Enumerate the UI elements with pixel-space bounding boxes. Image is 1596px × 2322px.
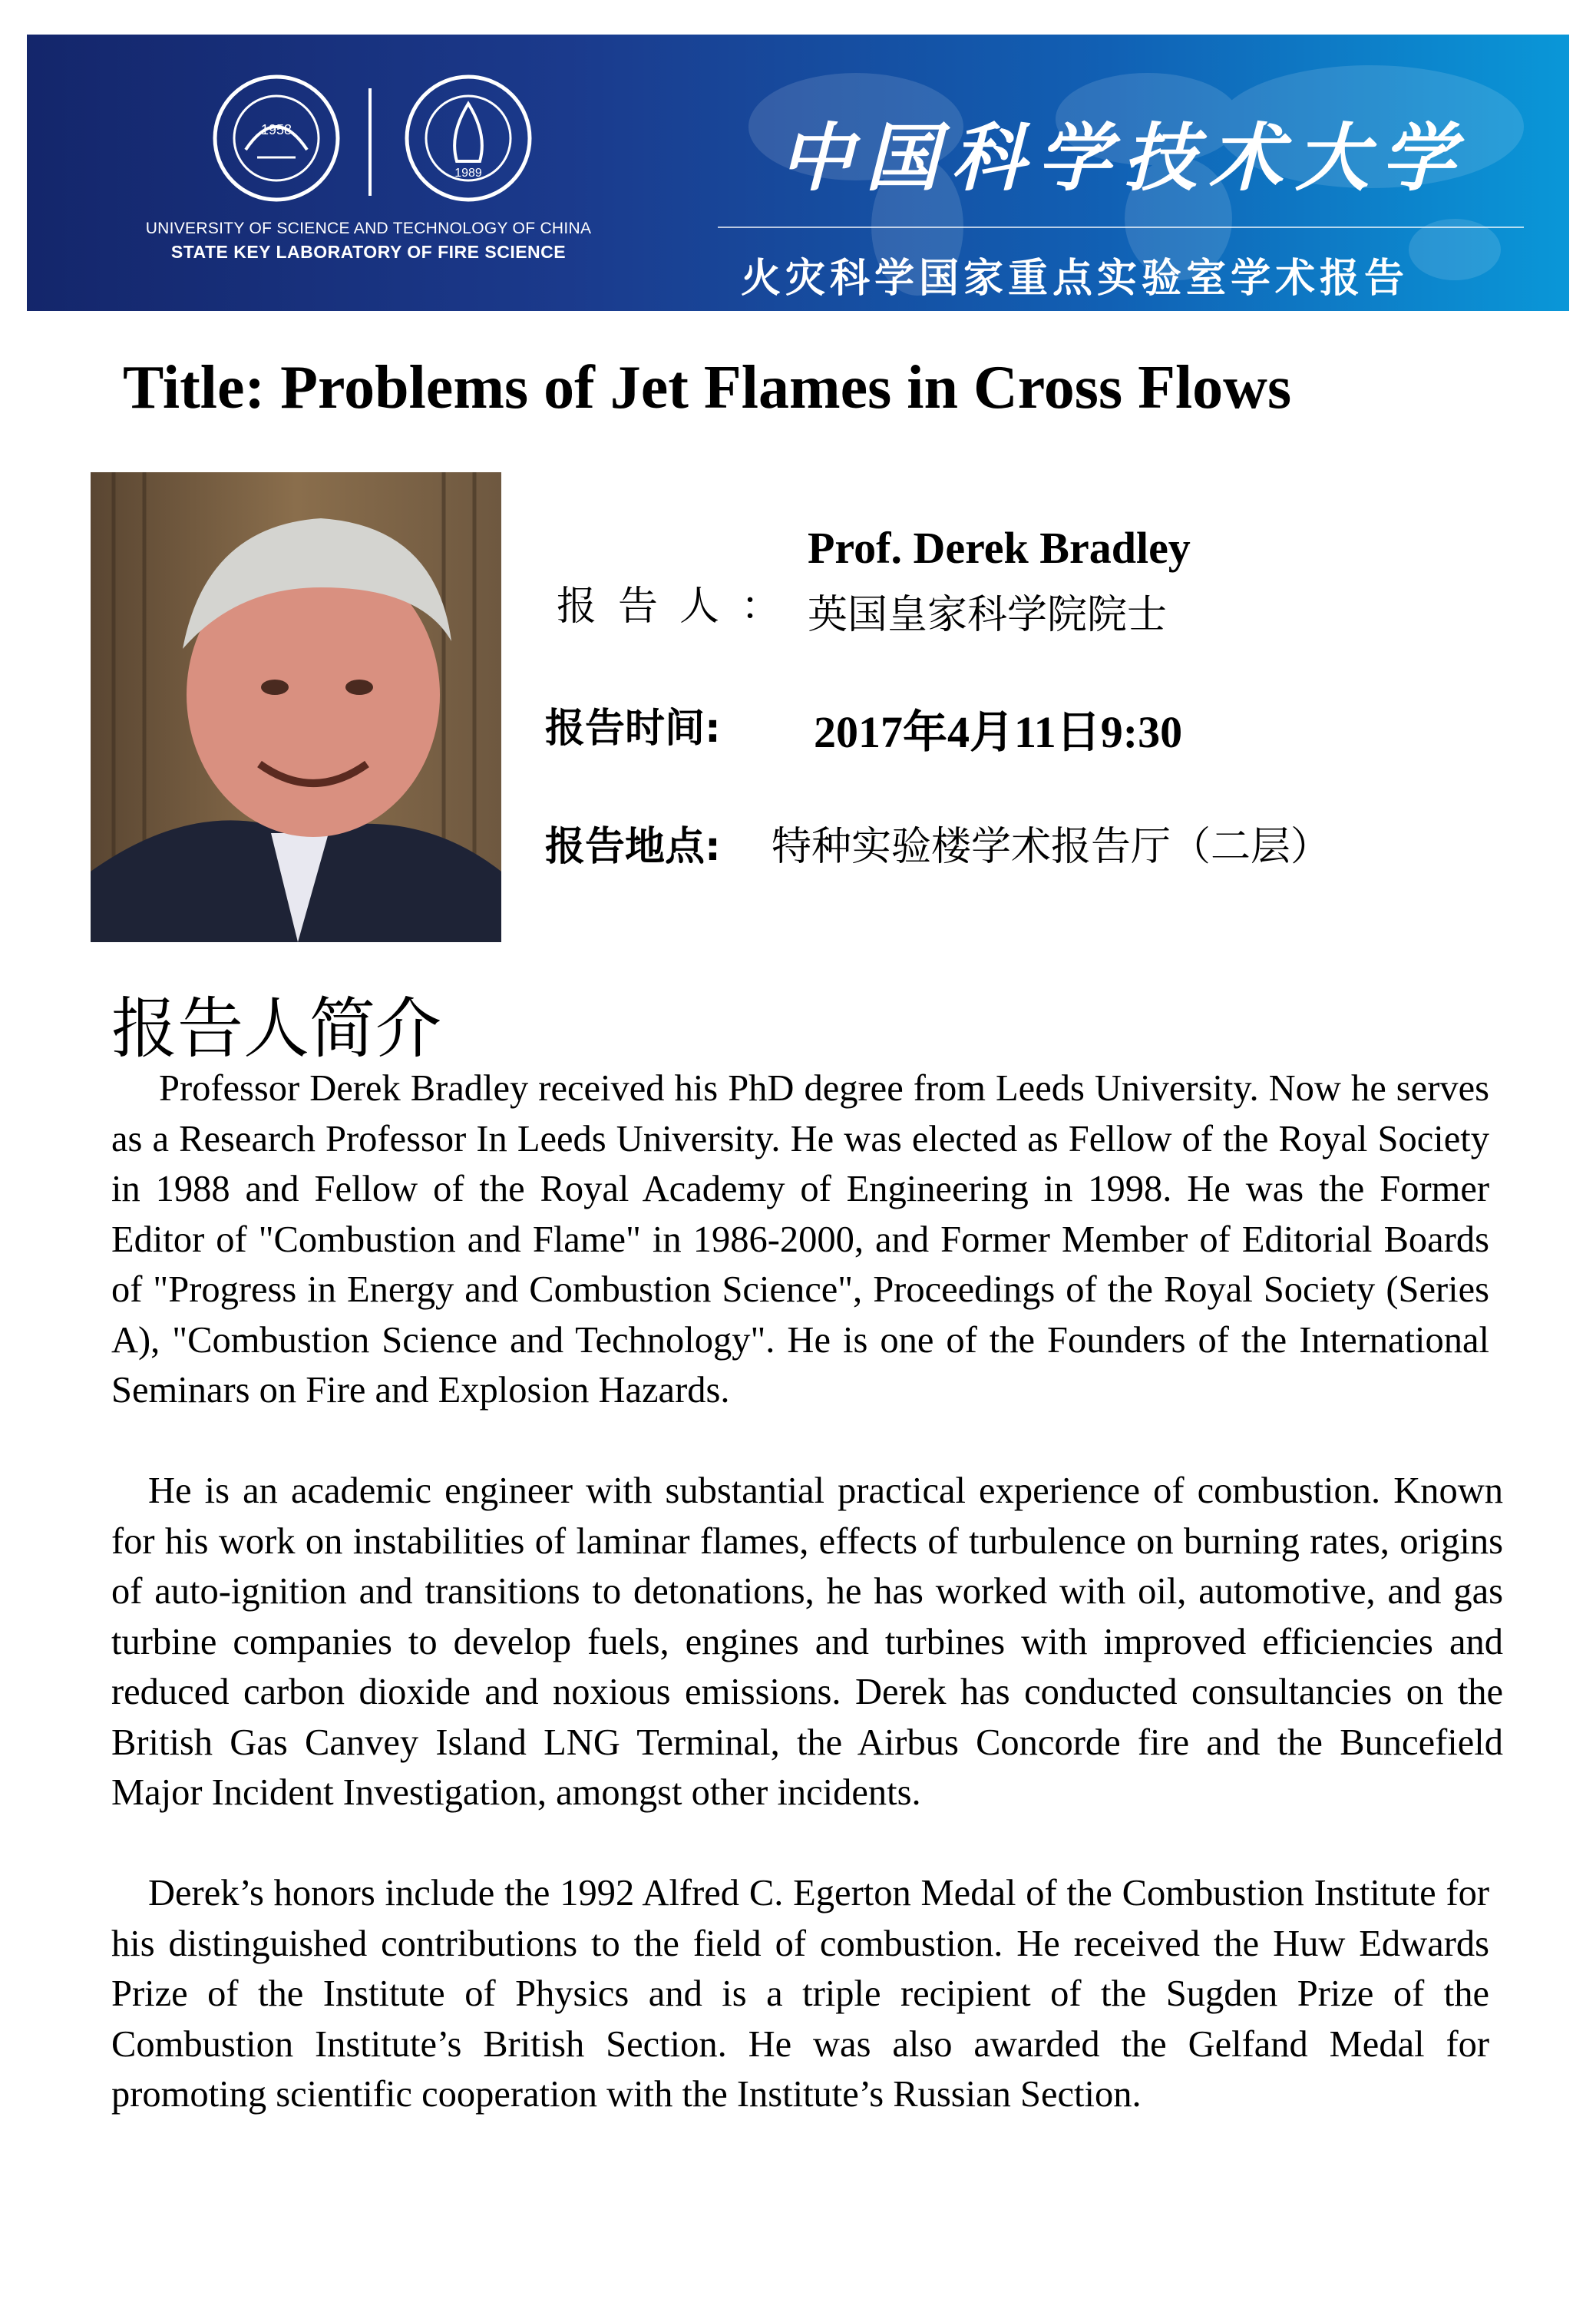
time-value: 2017年4月11日9:30 [814,707,1183,757]
speaker-photo [91,472,501,942]
place-value: 特种实验楼学术报告厅（二层） [772,824,1331,870]
report-series-cn: 火灾科学国家重点实验室学术报告 [741,256,1409,302]
sklfs-seal-logo [403,73,534,203]
lab-name-en: STATE KEY LABORATORY OF FIRE SCIENCE [170,242,567,262]
logo-divider [368,88,372,196]
banner-divider [718,227,1524,228]
banner-english-names [138,217,599,263]
speaker-label: 报告人： [557,584,803,630]
bio-paragraph: He is an academic engineer with substantial practical experience of combustion. Known for his work on instabilities of laminar flames, effects of turbulence on burning rates, origins of auto-ignition and transitions to detonations, he has worked with oil, automotive, and gas turbine companies to develop fuels, engines and turbines with improved efficiencies and reduced carbon dioxide and noxious emissions. Derek has conducted consultancies on the British Gas Canvey Island LNG Terminal, the Airbus Concorde fire and the Buncefield Major Incident Investigation, amongst other incidents. [111,1470,1503,1813]
bio-paragraph: Derek’s honors include the 1992 Alfred C. Egerton Medal of the Combustion Institute for his distinguished contributions to the field of combustion. He received the Huw Edwards Prize of the Institute of Physics and is a triple recipient of the Sugden Prize of the Combustion Institute’s British Section. He was also awarded the Gelfand Medal for promoting scientific cooperation with the Institute’s Russian Section. [111,1873,1489,2115]
lecture-title: Title: Problems of Jet Flames in Cross Flows [123,354,1292,422]
svg-text:1989: 1989 [454,167,482,180]
time-label: 报告时间: [545,706,721,752]
ustc-seal-logo [211,73,342,203]
bio-paragraph: Professor Derek Bradley received his PhD degree from Leeds University. Now he serves as a Research Professor In Leeds University. He was elected as Fellow of the Royal Society in 1988 and Fellow of the Royal Academy of Engineering in 1998. He was the Former Editor of "Combustion and Flame" in 1986-2000, and Former Member of Editorial Boards of "Progress in Energy and Combustion Science", Proceedings of the Royal Society (Series A), "Combustion Science and Technology". He is one of the Founders of the International Seminars on Fire and Explosion Hazards. [111,1068,1489,1411]
speaker-name: Prof. Derek Bradley [808,523,1191,573]
header-banner [27,35,1569,311]
place-label: 报告地点: [545,824,721,870]
speaker-honorific: 英国皇家科学院院士 [808,592,1168,638]
logos-group [165,73,580,227]
university-name-en: UNIVERSITY OF SCIENCE AND TECHNOLOGY OF CHINA [145,220,592,237]
bio-body [111,1063,1503,2170]
svg-text:1958: 1958 [260,122,292,137]
bio-heading: 报告人简介 [111,991,441,1067]
university-name-cn: 中国科学技术大学 [779,114,1467,201]
